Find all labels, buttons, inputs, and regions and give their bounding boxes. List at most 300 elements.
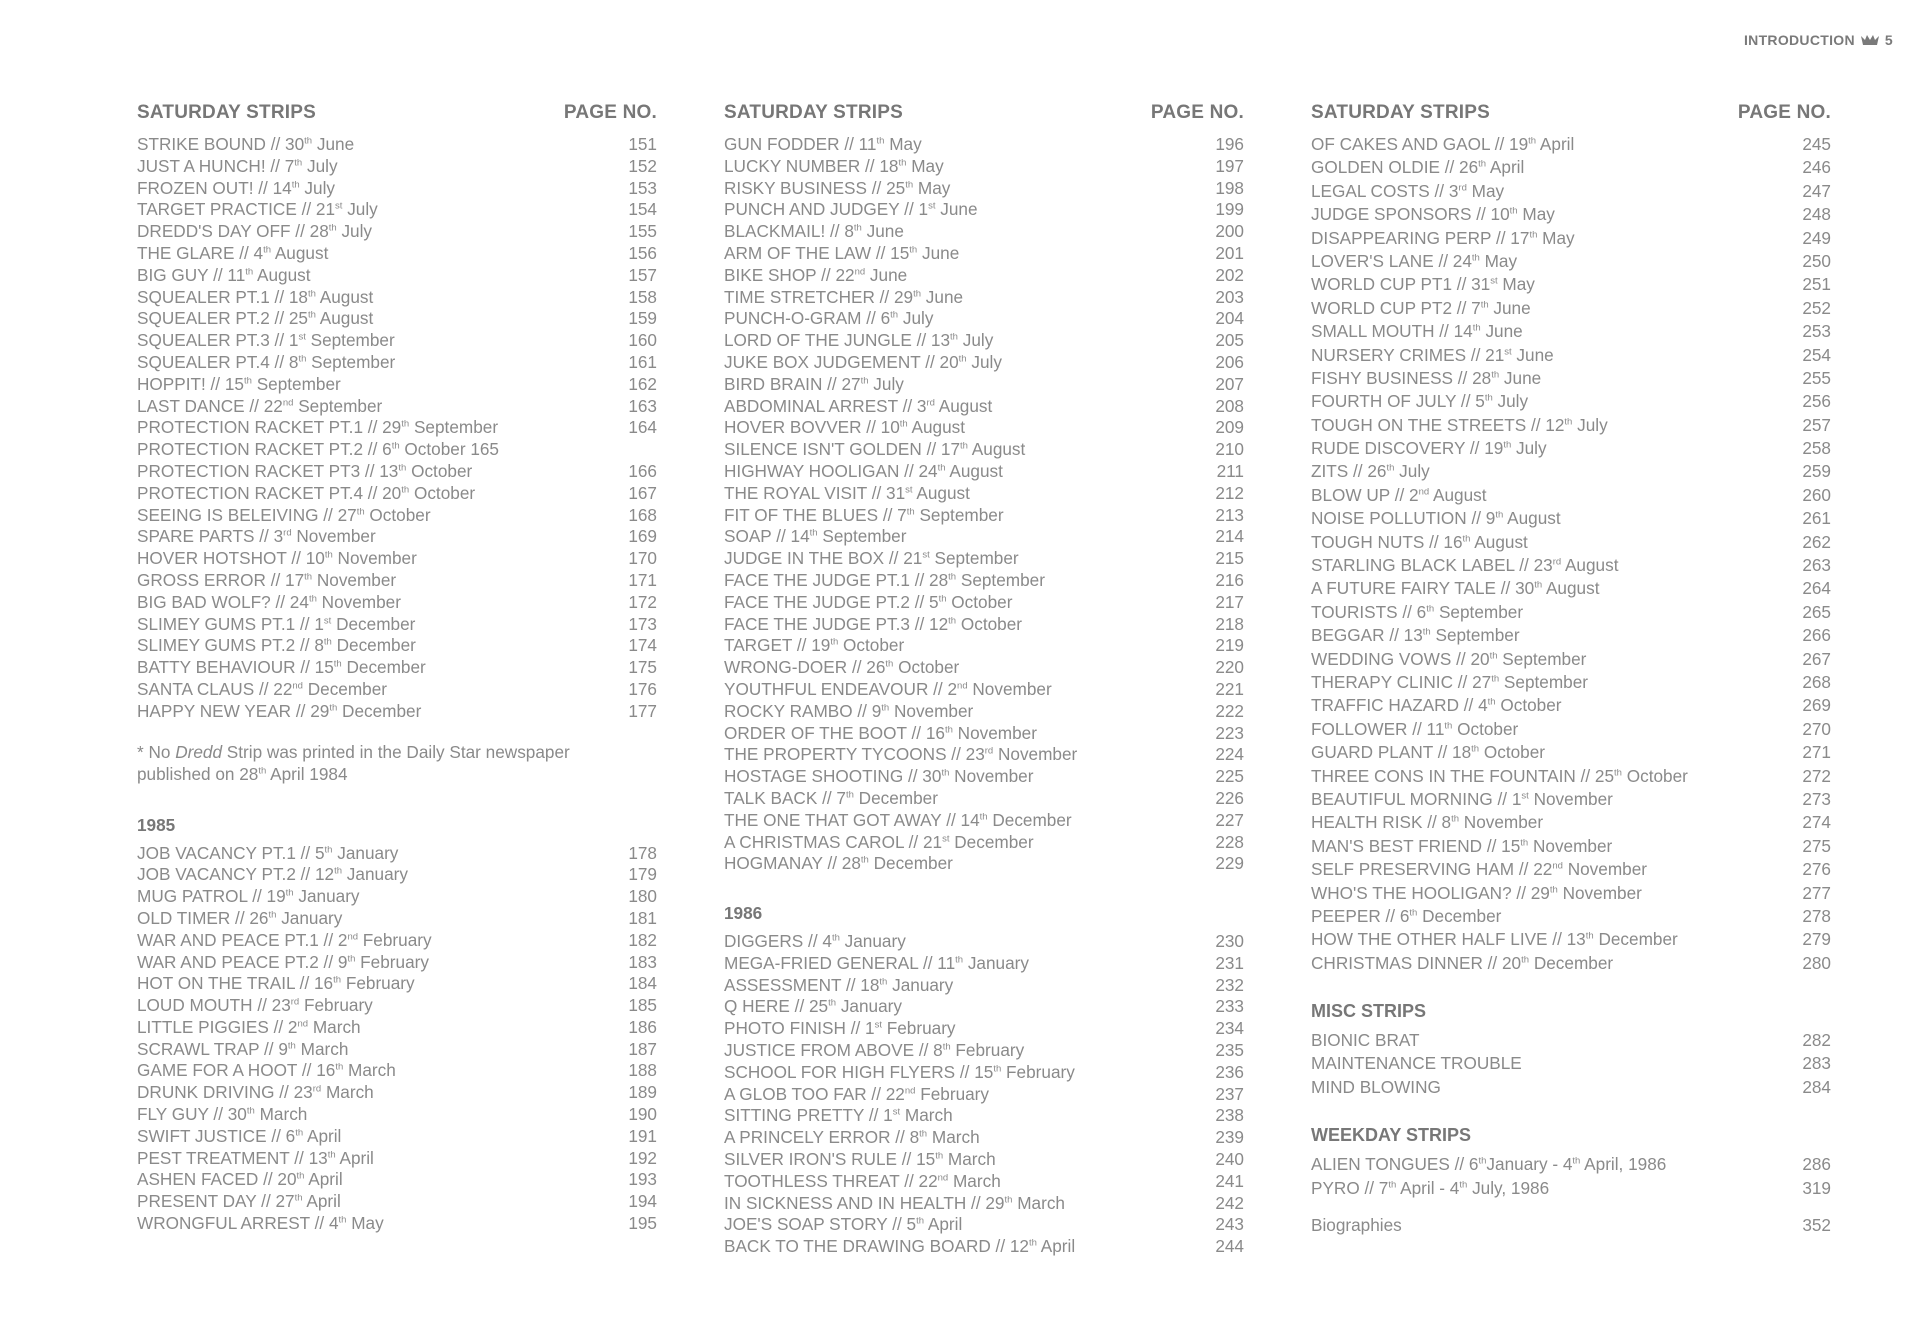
page-number: 319 xyxy=(1802,1177,1831,1198)
page-number: 184 xyxy=(628,973,657,994)
entry-title: SWIFT JUSTICE // 6th April xyxy=(137,1125,342,1146)
page-number: 229 xyxy=(1215,853,1244,874)
entry-title: MUG PATROL // 19th January xyxy=(137,886,360,907)
toc-entry xyxy=(1311,133,1831,156)
entry-title: ZITS // 26th July xyxy=(1311,461,1430,482)
page-number: 262 xyxy=(1802,531,1831,552)
section-title: SATURDAY STRIPS xyxy=(724,102,903,123)
toc-entry xyxy=(1311,624,1831,647)
toc-entry xyxy=(724,931,1244,953)
page-number: 199 xyxy=(1215,199,1244,220)
entry-title: GUN FODDER // 11th May xyxy=(724,134,922,154)
toc-entry xyxy=(1311,554,1831,577)
entry-title: LITTLE PIGGIES // 2nd March xyxy=(137,1016,361,1037)
page-number: 265 xyxy=(1802,601,1831,622)
entry-title: JOE'S SOAP STORY // 5th April xyxy=(724,1214,963,1235)
page-number: 172 xyxy=(628,591,657,612)
entry-title: LOUD MOUTH // 23rd February xyxy=(137,995,373,1016)
toc-entry xyxy=(137,1169,657,1191)
page-number: 278 xyxy=(1802,905,1831,926)
entry-title: TOUGH NUTS // 16th August xyxy=(1311,531,1528,552)
entry-title: HOPPIT! // 15th September xyxy=(137,373,341,394)
toc-entry xyxy=(137,156,657,178)
toc-entry xyxy=(1311,1052,1831,1075)
entry-title: THERAPY CLINIC // 27th September xyxy=(1311,671,1589,692)
entry-title: DREDD'S DAY OFF // 28th July xyxy=(137,221,373,242)
page-number: 249 xyxy=(1802,227,1831,248)
page-number: 174 xyxy=(628,635,657,656)
toc-entry xyxy=(137,973,657,995)
entry-title: PYRO // 7th April - 4th July, 1986 xyxy=(1311,1177,1550,1198)
toc-entry xyxy=(137,417,657,439)
entry-title: GAME FOR A HOOT // 16th March xyxy=(137,1060,396,1081)
entry-title: SQUEALER PT.4 // 8th September xyxy=(137,351,396,372)
judge-badge-icon xyxy=(1861,34,1879,46)
entry-title: DRUNK DRIVING // 23rd March xyxy=(137,1082,374,1103)
entry-title: JUKE BOX JUDGEMENT // 20th July xyxy=(724,351,1002,372)
page-number: 156 xyxy=(628,242,657,263)
page-number: 231 xyxy=(1215,952,1244,973)
page-number: 274 xyxy=(1802,812,1831,833)
toc-entry xyxy=(724,330,1244,352)
toc-entry xyxy=(724,505,1244,527)
toc-entry xyxy=(137,505,657,527)
page-number: 215 xyxy=(1215,548,1244,569)
entry-title: Biographies xyxy=(1311,1215,1402,1236)
page-number: 234 xyxy=(1215,1018,1244,1039)
page-number: 171 xyxy=(628,569,657,590)
page-number: 258 xyxy=(1802,438,1831,459)
page-number: 257 xyxy=(1802,414,1831,435)
toc-entry xyxy=(137,1104,657,1126)
page-number: 210 xyxy=(1215,439,1244,460)
entry-title: SQUEALER PT.1 // 18th August xyxy=(137,286,374,307)
toc-entry xyxy=(137,461,657,483)
entry-title: NURSERY CRIMES // 21st June xyxy=(1311,344,1554,365)
toc-entry xyxy=(1311,507,1831,530)
entry-title: PRESENT DAY // 27th April xyxy=(137,1191,341,1212)
entry-title: HOVER BOVVER // 10th August xyxy=(724,417,966,438)
entry-title: SILVER IRON'S RULE // 15th March xyxy=(724,1149,996,1170)
weekday-strips-heading: WEEKDAY STRIPS xyxy=(1311,1125,1472,1146)
strip-list xyxy=(724,931,1244,1258)
footnote: * No Dredd Strip was printed in the Daily Star newspaper published on 28th April 1984 xyxy=(137,741,570,784)
page-number: 152 xyxy=(628,155,657,176)
entry-title: BEAUTIFUL MORNING // 1st November xyxy=(1311,788,1613,809)
page-number: 178 xyxy=(628,842,657,863)
page-number: 201 xyxy=(1215,242,1244,263)
page-number: 167 xyxy=(628,482,657,503)
toc-entry xyxy=(137,265,657,287)
toc-entry xyxy=(1311,437,1831,460)
toc-entry xyxy=(137,1213,657,1235)
toc-entry xyxy=(137,1148,657,1170)
page-number: 279 xyxy=(1802,929,1831,950)
entry-title: FROZEN OUT! // 14th July xyxy=(137,177,335,198)
page-number: 256 xyxy=(1802,391,1831,412)
toc-entry xyxy=(724,975,1244,997)
entry-title: BIG GUY // 11th August xyxy=(137,264,311,285)
entry-title: LAST DANCE // 22nd September xyxy=(137,395,383,416)
page-number: 157 xyxy=(628,264,657,285)
misc-strips-heading: MISC STRIPS xyxy=(1311,1001,1427,1022)
toc-entry xyxy=(724,766,1244,788)
toc-entry xyxy=(724,853,1244,875)
toc-entry xyxy=(1311,1177,1831,1200)
toc-entry xyxy=(1311,835,1831,858)
page-number: 197 xyxy=(1215,155,1244,176)
entry-title: PEST TREATMENT // 13th April xyxy=(137,1147,374,1168)
running-header xyxy=(1744,32,1893,48)
page-number: 159 xyxy=(628,308,657,329)
entry-title: BLACKMAIL! // 8th June xyxy=(724,221,904,242)
toc-entry xyxy=(724,396,1244,418)
toc-entry xyxy=(1311,1029,1831,1052)
toc-entry xyxy=(724,1018,1244,1040)
toc-entry xyxy=(1311,811,1831,834)
entry-title: PROTECTION RACKET PT.1 // 29th September xyxy=(137,417,499,438)
entry-title: BIRD BRAIN // 27th July xyxy=(724,373,904,394)
entry-title: BATTY BEHAVIOUR // 15th December xyxy=(137,657,426,678)
toc-entry xyxy=(137,1039,657,1061)
toc-entry xyxy=(724,1214,1244,1236)
column-1 xyxy=(137,102,657,1235)
page-number: 154 xyxy=(628,199,657,220)
toc-entry xyxy=(724,178,1244,200)
page-number: 161 xyxy=(628,351,657,372)
page-number: 205 xyxy=(1215,330,1244,351)
page-number: 190 xyxy=(628,1104,657,1125)
entry-title: BIKE SHOP // 22nd June xyxy=(724,264,908,285)
page-number: 268 xyxy=(1802,671,1831,692)
toc-entry xyxy=(1311,671,1831,694)
page-number: 203 xyxy=(1215,286,1244,307)
toc-entry xyxy=(1311,577,1831,600)
toc-entry xyxy=(137,483,657,505)
entry-title: BACK TO THE DRAWING BOARD // 12th April xyxy=(724,1236,1076,1257)
toc-entry xyxy=(724,439,1244,461)
page-number: 272 xyxy=(1802,765,1831,786)
page-number: 188 xyxy=(628,1060,657,1081)
entry-title: A FUTURE FAIRY TALE // 30th August xyxy=(1311,578,1600,599)
page-number: 218 xyxy=(1215,613,1244,634)
toc-entry xyxy=(1311,858,1831,881)
page-number: 246 xyxy=(1802,157,1831,178)
page-number: 189 xyxy=(628,1082,657,1103)
entry-title: THE PROPERTY TYCOONS // 23rd November xyxy=(724,744,1078,765)
entry-title: PUNCH AND JUDGEY // 1st June xyxy=(724,199,978,220)
entry-title: FACE THE JUDGE PT.2 // 5th October xyxy=(724,591,1013,612)
entry-title: MIND BLOWING xyxy=(1311,1076,1441,1097)
page-number: 282 xyxy=(1802,1030,1831,1051)
toc-entry xyxy=(137,886,657,908)
page-number: 220 xyxy=(1215,657,1244,678)
entry-title: WEDDING VOWS // 20th September xyxy=(1311,648,1587,669)
toc-entry xyxy=(724,287,1244,309)
entry-title: STARLING BLACK LABEL // 23rd August xyxy=(1311,555,1619,576)
page-number: 163 xyxy=(628,395,657,416)
page-number: 198 xyxy=(1215,177,1244,198)
entry-title: WRONG-DOER // 26th October xyxy=(724,657,960,678)
toc-entry xyxy=(1311,601,1831,624)
toc-entry xyxy=(1311,718,1831,741)
page-number: 179 xyxy=(628,864,657,885)
entry-title: ABDOMINAL ARREST // 3rd August xyxy=(724,395,993,416)
page-number: 208 xyxy=(1215,395,1244,416)
page-number: 253 xyxy=(1802,321,1831,342)
toc-entry xyxy=(137,199,657,221)
entry-title: A GLOB TOO FAR // 22nd February xyxy=(724,1083,990,1104)
page-number: 195 xyxy=(628,1213,657,1234)
toc-entry xyxy=(137,701,657,723)
entry-title: IN SICKNESS AND IN HEALTH // 29th March xyxy=(724,1192,1065,1213)
entry-title: FACE THE JUDGE PT.1 // 28th September xyxy=(724,569,1045,590)
toc-entry xyxy=(724,832,1244,854)
strip-list xyxy=(1311,133,1831,975)
toc-entry xyxy=(137,548,657,570)
page-number: 187 xyxy=(628,1038,657,1059)
toc-entry xyxy=(137,1126,657,1148)
entry-title: SOAP // 14th September xyxy=(724,526,907,547)
entry-title: OF CAKES AND GAOL // 19th April xyxy=(1311,134,1575,154)
page-number: 239 xyxy=(1215,1127,1244,1148)
toc-entry xyxy=(724,614,1244,636)
entry-title: HAPPY NEW YEAR // 29th December xyxy=(137,700,422,721)
toc-entry xyxy=(724,417,1244,439)
toc-entry xyxy=(137,439,657,461)
entry-title: HOT ON THE TRAIL // 16th February xyxy=(137,973,415,994)
page-number: 175 xyxy=(628,657,657,678)
toc-entry xyxy=(1311,765,1831,788)
toc-entry xyxy=(724,1084,1244,1106)
page-number: 168 xyxy=(628,504,657,525)
toc-entry xyxy=(137,635,657,657)
toc-entry xyxy=(724,374,1244,396)
page-number: 283 xyxy=(1802,1053,1831,1074)
entry-title: WAR AND PEACE PT.1 // 2nd February xyxy=(137,929,432,950)
entry-title: WORLD CUP PT2 // 7th June xyxy=(1311,297,1531,318)
page-number: 160 xyxy=(628,330,657,351)
entry-title: DIGGERS // 4th January xyxy=(724,931,906,952)
entry-title: WORLD CUP PT1 // 31st May xyxy=(1311,274,1535,295)
entry-title: JUDGE SPONSORS // 10th May xyxy=(1311,204,1555,225)
column-3 xyxy=(1311,102,1831,1237)
entry-title: ASSESSMENT // 18th January xyxy=(724,974,954,995)
toc-entry xyxy=(1311,905,1831,928)
entry-title: RUDE DISCOVERY // 19th July xyxy=(1311,438,1547,459)
page-number: 264 xyxy=(1802,578,1831,599)
strip-list xyxy=(1311,1153,1831,1200)
entry-title: TALK BACK // 7th December xyxy=(724,787,938,808)
entry-title: TOUGH ON THE STREETS // 12th July xyxy=(1311,414,1608,435)
toc-entry xyxy=(724,723,1244,745)
entry-title: WRONGFUL ARREST // 4th May xyxy=(137,1213,384,1234)
entry-title: PEEPER // 6th December xyxy=(1311,905,1502,926)
column-2 xyxy=(724,102,1244,1258)
toc-entry xyxy=(724,635,1244,657)
entry-title: LOVER'S LANE // 24th May xyxy=(1311,250,1518,271)
entry-title: TOOTHLESS THREAT // 22nd March xyxy=(724,1170,1001,1191)
toc-entry xyxy=(724,570,1244,592)
section-title: SATURDAY STRIPS xyxy=(137,102,316,123)
toc-entry xyxy=(137,679,657,701)
page-number: 213 xyxy=(1215,504,1244,525)
page-number: 270 xyxy=(1802,718,1831,739)
entry-title: HEALTH RISK // 8th November xyxy=(1311,812,1544,833)
entry-title: CHRISTMAS DINNER // 20th December xyxy=(1311,952,1614,973)
entry-title: GUARD PLANT // 18th October xyxy=(1311,742,1546,763)
entry-title: HOW THE OTHER HALF LIVE // 13th December xyxy=(1311,929,1678,950)
entry-title: SLIMEY GUMS PT.2 // 8th December xyxy=(137,635,416,656)
toc-entry xyxy=(1311,227,1831,250)
page-number: 241 xyxy=(1215,1170,1244,1191)
toc-entry xyxy=(1311,390,1831,413)
page-number: 176 xyxy=(628,678,657,699)
page-number: 181 xyxy=(628,907,657,928)
toc-entry xyxy=(137,221,657,243)
entry-title: RISKY BUSINESS // 25th May xyxy=(724,177,951,198)
entry-title: HOVER HOTSHOT // 10th November xyxy=(137,548,417,569)
page-number: 192 xyxy=(628,1147,657,1168)
toc-entry xyxy=(1311,648,1831,671)
toc-entry xyxy=(137,396,657,418)
page-number: 269 xyxy=(1802,695,1831,716)
strip-list xyxy=(724,134,1244,875)
toc-entry xyxy=(724,134,1244,156)
entry-title: SITTING PRETTY // 1st March xyxy=(724,1105,953,1126)
toc-entry xyxy=(137,1191,657,1213)
entry-title: PUNCH-O-GRAM // 6th July xyxy=(724,308,934,329)
page-number: 352 xyxy=(1802,1215,1831,1236)
page-number: 191 xyxy=(628,1125,657,1146)
toc-entry xyxy=(137,995,657,1017)
entry-title: FIT OF THE BLUES // 7th September xyxy=(724,504,1004,525)
entry-title: TARGET // 19th October xyxy=(724,635,905,656)
entry-title: GOLDEN OLDIE // 26th April xyxy=(1311,157,1525,178)
toc-entry xyxy=(137,843,657,865)
page-number: 151 xyxy=(628,134,657,154)
section-title: INTRODUCTION xyxy=(1743,32,1855,48)
toc-entry xyxy=(1311,694,1831,717)
page-number: 284 xyxy=(1802,1076,1831,1097)
toc-entry xyxy=(1311,928,1831,951)
toc-entry xyxy=(724,526,1244,548)
entry-title: SPARE PARTS // 3rd November xyxy=(137,526,376,547)
entry-title: TOURISTS // 6th September xyxy=(1311,601,1524,622)
page-number: 261 xyxy=(1802,508,1831,529)
entry-title: TARGET PRACTICE // 21st July xyxy=(137,199,378,220)
page-number: 225 xyxy=(1215,766,1244,787)
toc-entry xyxy=(137,614,657,636)
toc-entry xyxy=(137,526,657,548)
toc-entry xyxy=(1311,156,1831,179)
entry-title: ORDER OF THE BOOT // 16th November xyxy=(724,722,1037,743)
toc-entry xyxy=(137,570,657,592)
entry-title: SEEING IS BELEIVING // 27th October xyxy=(137,504,431,525)
page-number: 180 xyxy=(628,886,657,907)
entry-title: MAINTENANCE TROUBLE xyxy=(1311,1053,1522,1074)
page-number: 221 xyxy=(1215,678,1244,699)
page-number: 233 xyxy=(1215,996,1244,1017)
toc-entry xyxy=(1311,460,1831,483)
page-number: 183 xyxy=(628,951,657,972)
entry-title: SMALL MOUTH // 14th June xyxy=(1311,321,1523,342)
page-number: 232 xyxy=(1215,974,1244,995)
entry-title: HIGHWAY HOOLIGAN // 24th August xyxy=(724,460,1003,481)
page-number: 162 xyxy=(628,373,657,394)
entry-title: GROSS ERROR // 17th November xyxy=(137,569,397,590)
toc-entry xyxy=(724,953,1244,975)
page-number: 207 xyxy=(1215,373,1244,394)
entry-title: PROTECTION RACKET PT.4 // 20th October xyxy=(137,482,476,503)
page-number: 247 xyxy=(1802,180,1831,201)
entry-title: SCHOOL FOR HIGH FLYERS // 15th February xyxy=(724,1061,1075,1082)
toc-entry xyxy=(724,657,1244,679)
page-number: 166 xyxy=(628,460,657,481)
page-number: 169 xyxy=(628,526,657,547)
page-number: 214 xyxy=(1215,526,1244,547)
toc-entry xyxy=(137,952,657,974)
toc-entry xyxy=(1311,741,1831,764)
page-number: 260 xyxy=(1802,484,1831,505)
page-number: 158 xyxy=(628,286,657,307)
entry-title: BEGGAR // 13th September xyxy=(1311,625,1520,646)
strip-list xyxy=(137,134,657,723)
toc-entry xyxy=(1311,250,1831,273)
entry-title: SELF PRESERVING HAM // 22nd November xyxy=(1311,859,1647,880)
toc-entry xyxy=(137,1017,657,1039)
toc-entry xyxy=(724,1040,1244,1062)
toc-entry xyxy=(1311,344,1831,367)
toc-entry xyxy=(1311,180,1831,203)
entry-title: MEGA-FRIED GENERAL // 11th January xyxy=(724,952,1029,973)
page-number: 254 xyxy=(1802,344,1831,365)
page-number: 228 xyxy=(1215,831,1244,852)
toc-entry xyxy=(724,744,1244,766)
page-number: 204 xyxy=(1215,308,1244,329)
page-number: 286 xyxy=(1802,1154,1831,1175)
entry-title: HOSTAGE SHOOTING // 30th November xyxy=(724,766,1034,787)
toc-entry xyxy=(1311,414,1831,437)
entry-title: YOUTHFUL ENDEAVOUR // 2nd November xyxy=(724,678,1052,699)
entry-title: HOGMANAY // 28th December xyxy=(724,853,953,874)
toc-entry xyxy=(137,930,657,952)
entry-title: A CHRISTMAS CAROL // 21st December xyxy=(724,831,1034,852)
page-no-label: PAGE NO. xyxy=(563,102,657,123)
toc-entry xyxy=(137,1082,657,1104)
toc-entry xyxy=(1311,367,1831,390)
page-number: 245 xyxy=(1802,134,1831,154)
entry-title: PROTECTION RACKET PT3 // 13th October xyxy=(137,460,473,481)
entry-title: PROTECTION RACKET PT.2 // 6th October 165 xyxy=(137,439,499,460)
page-number: 227 xyxy=(1215,809,1244,830)
page-number: 186 xyxy=(628,1016,657,1037)
entry-title: FOLLOWER // 11th October xyxy=(1311,718,1519,739)
entry-title: SANTA CLAUS // 22nd December xyxy=(137,678,388,699)
page-number: 240 xyxy=(1215,1149,1244,1170)
toc-entry xyxy=(724,701,1244,723)
toc-entry xyxy=(724,1171,1244,1193)
page-number: 252 xyxy=(1802,297,1831,318)
entry-title: WHO'S THE HOOLIGAN? // 29th November xyxy=(1311,882,1642,903)
entry-title: Q HERE // 25th January xyxy=(724,996,902,1017)
entry-title: STRIKE BOUND // 30th June xyxy=(137,134,355,154)
page-number: 202 xyxy=(1215,264,1244,285)
entry-title: FOURTH OF JULY // 5th July xyxy=(1311,391,1529,412)
toc-entry xyxy=(724,1062,1244,1084)
page-number: 243 xyxy=(1215,1214,1244,1235)
page-number: 219 xyxy=(1215,635,1244,656)
